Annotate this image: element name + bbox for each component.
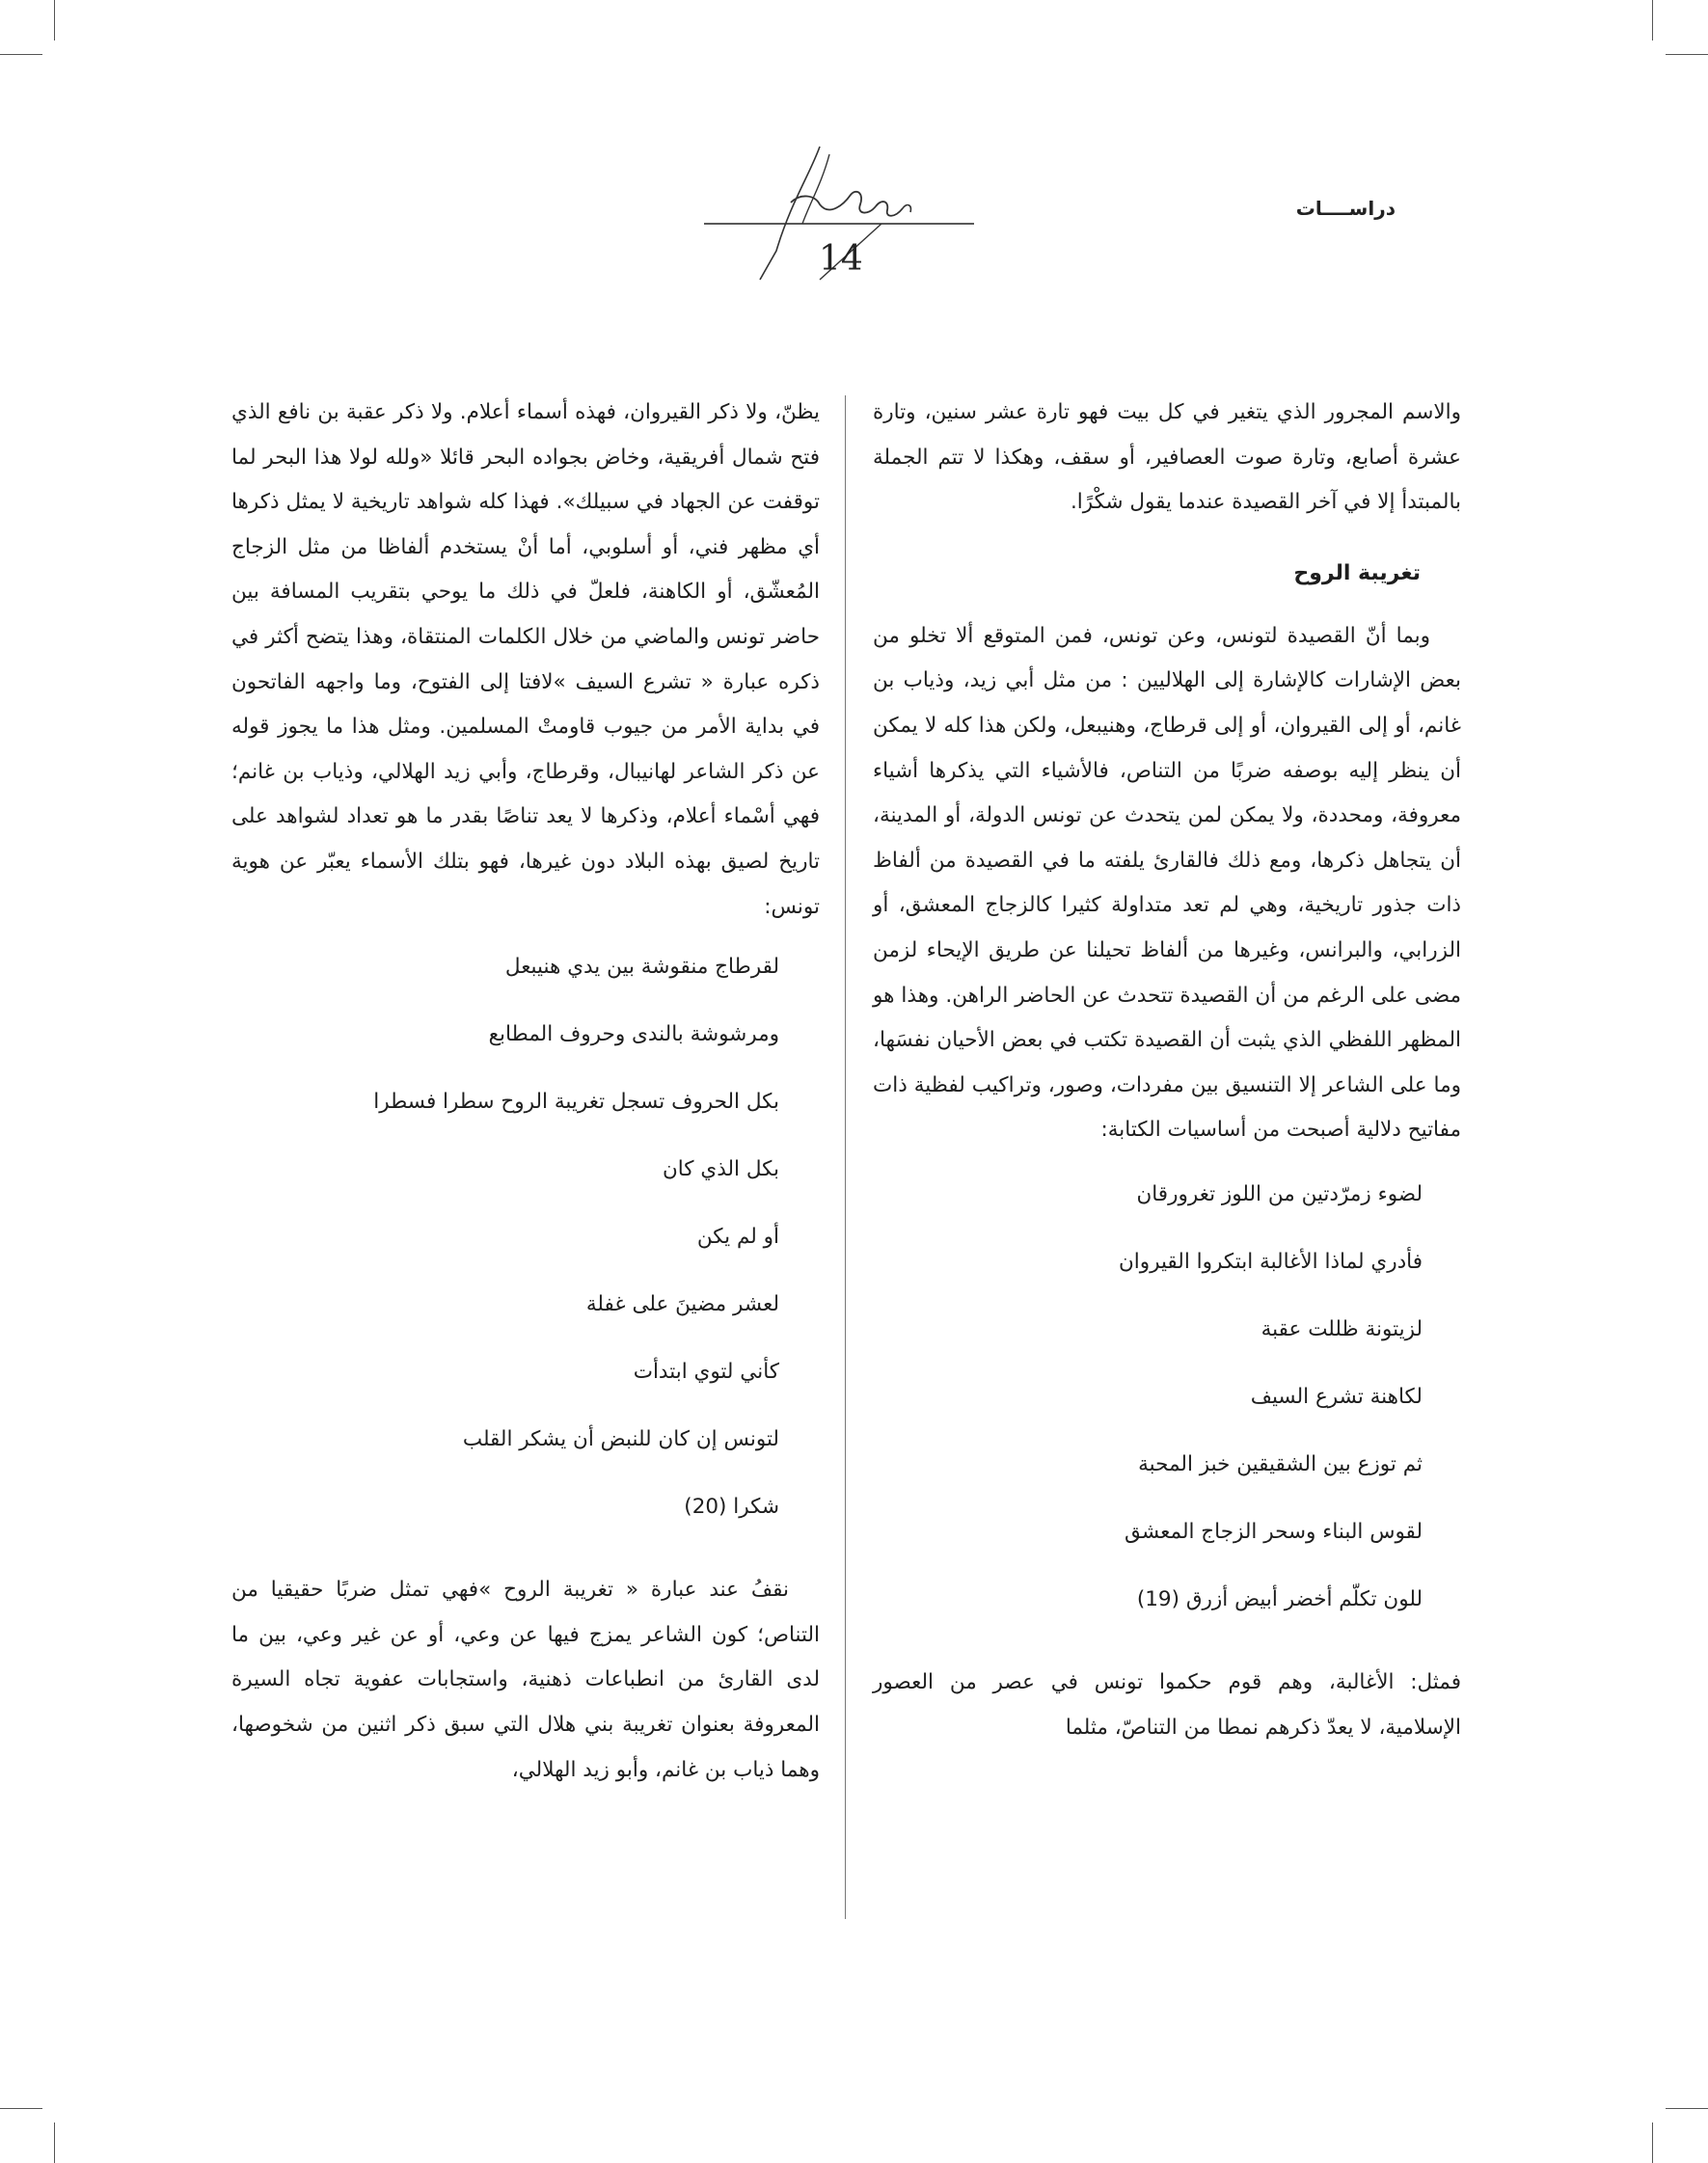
poem-line: لتونس إن كان للنبض أن يشكر القلب [462, 1427, 779, 1452]
intro-paragraph: والاسم المجرور الذي يتغير في كل بيت فهو تارة عشر سنين، وتارة عشرة أصابع، وتارة صوت العصافير، أو سقف، وهكذا لا تتم الجملة بالمبتدأ إلا في آخر القصيدة عندما يقول شكْرًا. [873, 400, 1461, 515]
section-label: دراســــات [1295, 197, 1396, 220]
crop-mark [54, 2122, 55, 2163]
poem-line: لضوء زمرّدتين من اللوز تغرورقان [1136, 1181, 1423, 1206]
poem-line: ثم توزع بين الشقيقين خبز المحبة [1138, 1451, 1423, 1476]
poem-line: لقوس البناء وسحر الزجاج المعشق [1125, 1519, 1423, 1544]
crop-mark [1652, 0, 1653, 41]
poem-line: لكاهنة تشرع السيف [1250, 1384, 1423, 1409]
poem-line: لقرطاج منقوشة بين يدي هنيبعل [504, 955, 779, 980]
crop-mark [54, 0, 55, 41]
crop-mark [1666, 54, 1708, 55]
poem-line: للون تكلّم أخضر أبيض أزرق (19) [1136, 1586, 1423, 1611]
closing-paragraph: نقفُ عند عبارة « تغريبة الروح »فهي تمثل ضربًا حقيقيا من التناص؛ كون الشاعر يمزج فيها عن وعي، أو عن غير وعي، بين ما لدى القارئ من انطباعات ذهنية، واستجابات عفوية تجاه السيرة المعروفة بعنوان تغريبة بني هلال التي سبق ذكر اثنين من شخوصها، وهما ذياب بن غانم، وأبو زيد الهلالي، [231, 1578, 820, 1782]
crop-mark [1666, 2108, 1708, 2109]
closing-paragraph: فمثل: الأغالبة، وهم قوم حكموا تونس في عصر من العصور الإسلامية، لا يعدّ ذكرهم نمطا من التناصّ، مثلما [873, 1669, 1461, 1740]
page-number: 14 [819, 239, 863, 279]
crop-mark [0, 2108, 42, 2109]
poem-line: ومرشوشة بالندى وحروف المطابع [488, 1022, 779, 1047]
poem-line: أو لم يكن [696, 1225, 779, 1250]
body-paragraph: وبما أنّ القصيدة لتونس، وعن تونس، فمن المتوقع ألا تخلو من بعض الإشارات كالإشارة إلى الهلاليين : من مثل أبي زيد، وذياب بن غانم، أو إلى القيروان، أو إلى قرطاج، وهنيبعل، ولكن هذا كله لا يمكن أن ينظر إليه بوصفه ضربًا من التناص، فالأشياء التي يذكرها أشياء معروفة، ومحددة، ولا يمكن لمن يتحدث عن تونس الدولة، أو المدينة، أن يتجاهل ذكرها، ومع ذلك فالقارئ يلفته ما في القصيدة من ألفاظ ذات جذور تاريخية، وهي لم تعد متداولة كثيرا كالزجاج المعشق، أو الزرابي، والبرانس، وغيرها من ألفاظ تحيلنا عن طريق الإيحاء لزمن مضى على الرغم من أن القصيدة تتحدث عن الحاضر الراهن. وهذا هو المظهر اللفظي الذي يثبت أن القصيدة تكتب في بعض الأحيان نفسَها، وما على الشاعر إلا التنسيق بين مفردات، وصور، وتراكيب لفظية ذات مفاتيح دلالية أصبحت من أساسيات الكتابة: [873, 623, 1461, 1143]
poem-line: كأني لتوي ابتدأت [633, 1360, 779, 1385]
right-column [873, 391, 1461, 1750]
poem-line: فأدري لماذا الأغالبة ابتكروا القيروان [1118, 1249, 1423, 1274]
section-heading: تغريبة الروح [1293, 560, 1421, 585]
poem-line: بكل الحروف تسجل تغريبة الروح سطرا فسطرا [373, 1090, 779, 1115]
crop-mark [0, 54, 42, 55]
poem-line: لعشر مضينَ على غفلة [585, 1292, 779, 1317]
poem-line: شكرا (20) [684, 1495, 779, 1520]
poem-line: بكل الذي كان [662, 1157, 779, 1182]
poem-line: لزيتونة ظللت عقبة [1261, 1316, 1423, 1341]
poem-verses [231, 933, 820, 1541]
poem-verses [873, 1161, 1461, 1634]
crop-mark [1652, 2122, 1653, 2163]
left-column [231, 391, 820, 1793]
column-divider [845, 395, 846, 1919]
body-paragraph: يظنّ، ولا ذكر القيروان، فهذه أسماء أعلام. ولا ذكر عقبة بن نافع الذي فتح شمال أفريقية، وخاض بجواده البحر قائلا «ولله لولا هذا البحر لما توقفت عن الجهاد في سبيلك». فهذا كله شواهد تاريخية لا يمثل ذكرها أي مظهر فني، أو أسلوبي، أما أنْ يستخدم ألفاظا من مثل الزجاج المُعشّق، أو الكاهنة، فلعلّ في ذلك ما يوحي بتقريب المسافة بين حاضر تونس والماضي من خلال الكلمات المنتقاة، وهذا يتضح أكثر في ذكره عبارة « تشرع السيف »لافتا إلى الفتوح، وما واجهه الفاتحون في بداية الأمر من جيوب قاومتْ المسلمين. ومثل هذا ما يجوز قوله عن ذكر الشاعر لهانيبال، وقرطاج، وأبي زيد الهلالي، وذياب بن غانم؛ فهي أسْماء أعلام، وذكرها لا يعد تناصًا بقدر ما هو تعداد لشواهد على تاريخ لصيق بهذه البلاد دون غيرها، فهو بتلك الأسماء يعبّر عن هوية تونس: [231, 400, 820, 919]
